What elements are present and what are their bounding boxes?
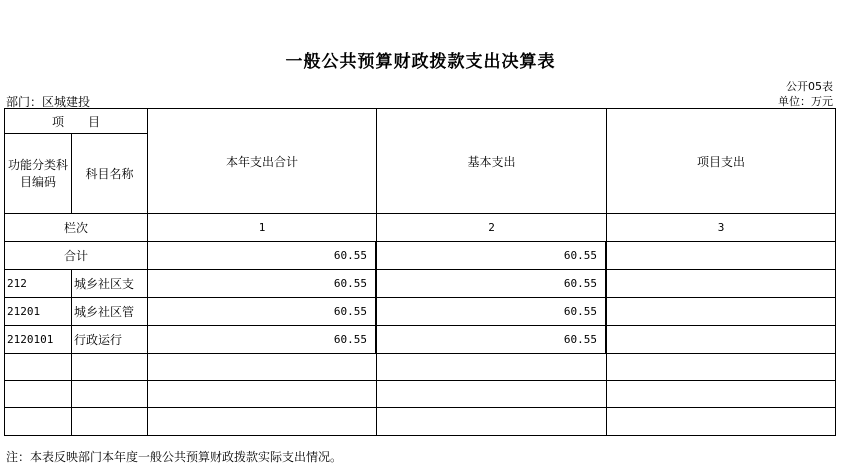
- row-project: [607, 326, 835, 354]
- row-total: 60.55: [148, 298, 377, 326]
- empty-cell: [72, 381, 148, 408]
- empty-cell: [377, 408, 607, 435]
- empty-cell: [148, 354, 377, 381]
- table-note: 注：本表反映部门本年度一般公共预算财政拨款实际支出情况。: [6, 450, 343, 464]
- header-item: 项 目: [5, 109, 148, 134]
- row-basic: 60.55: [377, 298, 607, 326]
- department-label: 部门：区城建投: [6, 95, 91, 109]
- row-index-label: 栏次: [5, 214, 148, 242]
- empty-cell: [5, 408, 72, 435]
- empty-cell: [377, 354, 607, 381]
- index-col-2: 2: [377, 214, 607, 242]
- row-code: 2120101: [5, 326, 72, 354]
- header-subject-name: 科目名称: [72, 134, 148, 214]
- row-subject-name: 城乡社区支: [72, 270, 148, 298]
- budget-table: [4, 108, 836, 436]
- total-row-label: 合计: [5, 242, 148, 270]
- row-subject-name: 行政运行: [72, 326, 148, 354]
- empty-cell: [148, 408, 377, 435]
- row-project: [607, 298, 835, 326]
- total-row-project: [607, 242, 835, 270]
- row-subject-name: 城乡社区管: [72, 298, 148, 326]
- total-row-basic: 60.55: [377, 242, 607, 270]
- report-title: 一般公共预算财政拨款支出决算表: [285, 52, 556, 72]
- empty-cell: [72, 408, 148, 435]
- row-project: [607, 270, 835, 298]
- header-function-code: 功能分类科目编码: [5, 134, 72, 214]
- header-total-expenditure: 本年支出合计: [148, 109, 377, 214]
- row-total: 60.55: [148, 326, 377, 354]
- empty-cell: [377, 381, 607, 408]
- row-code: 21201: [5, 298, 72, 326]
- header-basic-expenditure: 基本支出: [377, 109, 607, 214]
- empty-cell: [607, 381, 835, 408]
- index-col-1: 1: [148, 214, 377, 242]
- index-col-3: 3: [607, 214, 835, 242]
- empty-cell: [5, 354, 72, 381]
- row-basic: 60.55: [377, 270, 607, 298]
- unit-label: 单位：万元: [778, 95, 833, 108]
- total-row-total: 60.55: [148, 242, 377, 270]
- empty-cell: [607, 408, 835, 435]
- empty-cell: [607, 354, 835, 381]
- empty-cell: [72, 354, 148, 381]
- empty-cell: [148, 381, 377, 408]
- form-code: 公开05表: [786, 80, 833, 93]
- row-total: 60.55: [148, 270, 377, 298]
- row-code: 212: [5, 270, 72, 298]
- header-project-expenditure: 项目支出: [607, 109, 835, 214]
- empty-cell: [5, 381, 72, 408]
- row-basic: 60.55: [377, 326, 607, 354]
